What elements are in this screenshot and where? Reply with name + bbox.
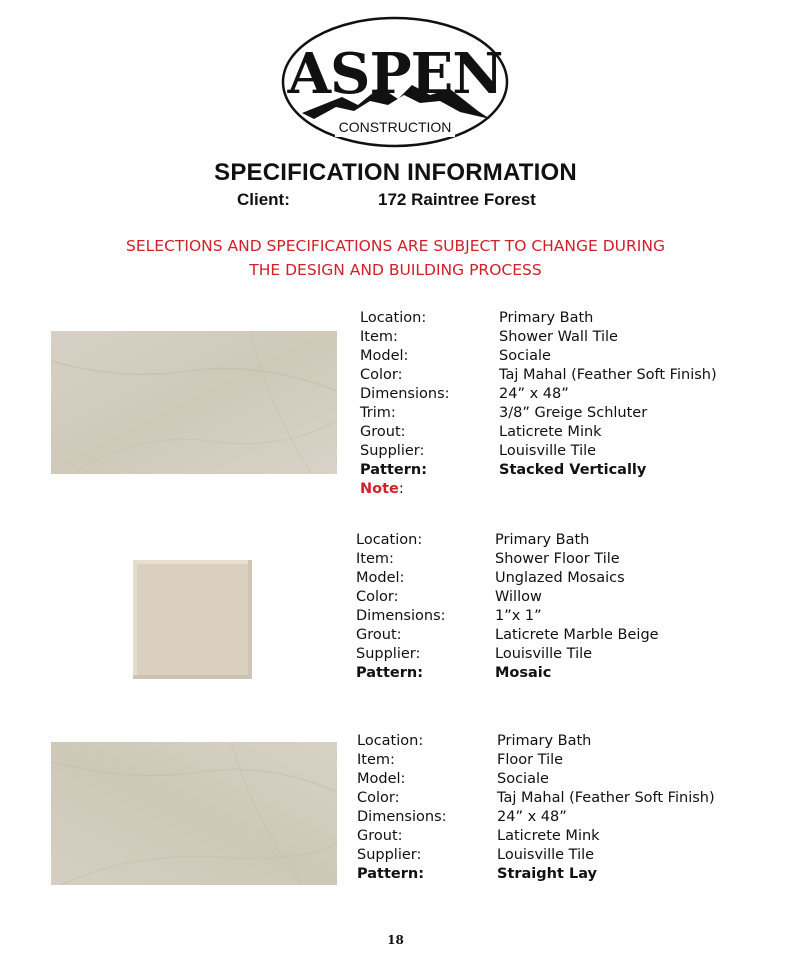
- shower-floor-tile-swatch: [133, 560, 252, 679]
- spec-label: Location:: [356, 532, 423, 548]
- spec-label: Supplier:: [360, 443, 425, 459]
- disclaimer-line-2: THE DESIGN AND BUILDING PROCESS: [249, 261, 542, 279]
- spec-label: Model:: [357, 771, 406, 787]
- spec-row-supplier: [357, 846, 777, 865]
- spec-value: 1”x 1”: [495, 608, 542, 624]
- spec-value: 3/8” Greige Schluter: [499, 405, 648, 421]
- spec-label: Dimensions:: [360, 386, 450, 402]
- page-title: SPECIFICATION INFORMATION: [214, 159, 577, 186]
- spec-label: Supplier:: [357, 847, 422, 863]
- spec-value: Floor Tile: [497, 752, 564, 768]
- spec-value: Straight Lay: [497, 866, 597, 882]
- spec-value: Primary Bath: [499, 310, 594, 326]
- spec-row-supplier: [356, 645, 776, 664]
- spec-row-dimensions: [357, 808, 777, 827]
- spec-floor-tile: [357, 732, 777, 884]
- client-label: Client:: [237, 190, 290, 209]
- spec-label: Supplier:: [356, 646, 421, 662]
- aspen-construction-logo: [280, 15, 510, 150]
- logo-subtitle-text: CONSTRUCTION: [338, 119, 452, 135]
- logo-brand-text: ASPEN: [287, 41, 503, 107]
- spec-row-location: [360, 309, 780, 328]
- spec-row-color: [360, 366, 780, 385]
- spec-shower-wall-tile: [360, 309, 780, 499]
- spec-row-color: [357, 789, 777, 808]
- spec-row-supplier: [360, 442, 780, 461]
- spec-label: Location:: [357, 733, 424, 749]
- spec-row-model: [357, 770, 777, 789]
- spec-row-note: [360, 480, 780, 499]
- spec-value: Louisville Tile: [499, 443, 597, 459]
- spec-value: 24” x 48”: [499, 386, 569, 402]
- spec-value: Laticrete Mink: [497, 828, 600, 844]
- spec-label: Pattern:: [356, 665, 423, 681]
- floor-tile-swatch: [51, 742, 337, 885]
- spec-label: Color:: [357, 790, 400, 806]
- spec-label: Color:: [360, 367, 403, 383]
- spec-value: Unglazed Mosaics: [495, 570, 625, 586]
- spec-row-item: [356, 550, 776, 569]
- spec-label: Location:: [360, 310, 427, 326]
- spec-value: Louisville Tile: [497, 847, 595, 863]
- spec-row-pattern: [356, 664, 776, 683]
- spec-value: Stacked Vertically: [499, 462, 647, 478]
- spec-row-location: [357, 732, 777, 751]
- spec-label: Item:: [356, 551, 394, 567]
- spec-value: Laticrete Mink: [499, 424, 602, 440]
- spec-label: Dimensions:: [356, 608, 446, 624]
- spec-label: Model:: [360, 348, 409, 364]
- spec-label: Grout:: [360, 424, 406, 440]
- spec-value: Primary Bath: [497, 733, 592, 749]
- spec-value: Louisville Tile: [495, 646, 593, 662]
- spec-label: Color:: [356, 589, 399, 605]
- shower-wall-tile-swatch: [51, 331, 337, 474]
- spec-row-pattern: [360, 461, 780, 480]
- spec-value: Sociale: [497, 771, 549, 787]
- spec-row-dimensions: [360, 385, 780, 404]
- page-number: 18: [387, 933, 404, 947]
- disclaimer: [0, 234, 791, 282]
- spec-row-grout: [356, 626, 776, 645]
- disclaimer-line-1: SELECTIONS AND SPECIFICATIONS ARE SUBJECT TO CHANGE DURING: [126, 237, 665, 255]
- spec-row-dimensions: [356, 607, 776, 626]
- spec-row-pattern: [357, 865, 777, 884]
- spec-label: Pattern:: [357, 866, 424, 882]
- spec-label: Item:: [360, 329, 398, 345]
- spec-label: Grout:: [356, 627, 402, 643]
- spec-shower-floor-tile: [356, 531, 776, 683]
- spec-value: Taj Mahal (Feather Soft Finish): [499, 367, 717, 383]
- spec-row-grout: [360, 423, 780, 442]
- spec-label: Pattern:: [360, 462, 427, 478]
- note-colon: :: [398, 481, 404, 497]
- spec-value: Shower Floor Tile: [495, 551, 620, 567]
- spec-label: Item:: [357, 752, 395, 768]
- spec-value: Sociale: [499, 348, 551, 364]
- note-label: Note: [360, 481, 399, 497]
- spec-label: Grout:: [357, 828, 403, 844]
- logo-emblem: [280, 15, 510, 150]
- spec-row-item: [360, 328, 780, 347]
- spec-label: Model:: [356, 570, 405, 586]
- spec-value: Primary Bath: [495, 532, 590, 548]
- spec-value: Laticrete Marble Beige: [495, 627, 659, 643]
- spec-row-grout: [357, 827, 777, 846]
- spec-row-item: [357, 751, 777, 770]
- spec-value: Mosaic: [495, 665, 552, 681]
- spec-value: Shower Wall Tile: [499, 329, 618, 345]
- spec-value: Taj Mahal (Feather Soft Finish): [497, 790, 715, 806]
- spec-row-model: [360, 347, 780, 366]
- client-value: 172 Raintree Forest: [378, 190, 536, 209]
- spec-row-model: [356, 569, 776, 588]
- spec-label: Trim:: [360, 405, 396, 421]
- spec-value: 24” x 48”: [497, 809, 567, 825]
- spec-value: Willow: [495, 589, 542, 605]
- spec-row-color: [356, 588, 776, 607]
- spec-row-location: [356, 531, 776, 550]
- spec-label: Dimensions:: [357, 809, 447, 825]
- spec-row-trim: [360, 404, 780, 423]
